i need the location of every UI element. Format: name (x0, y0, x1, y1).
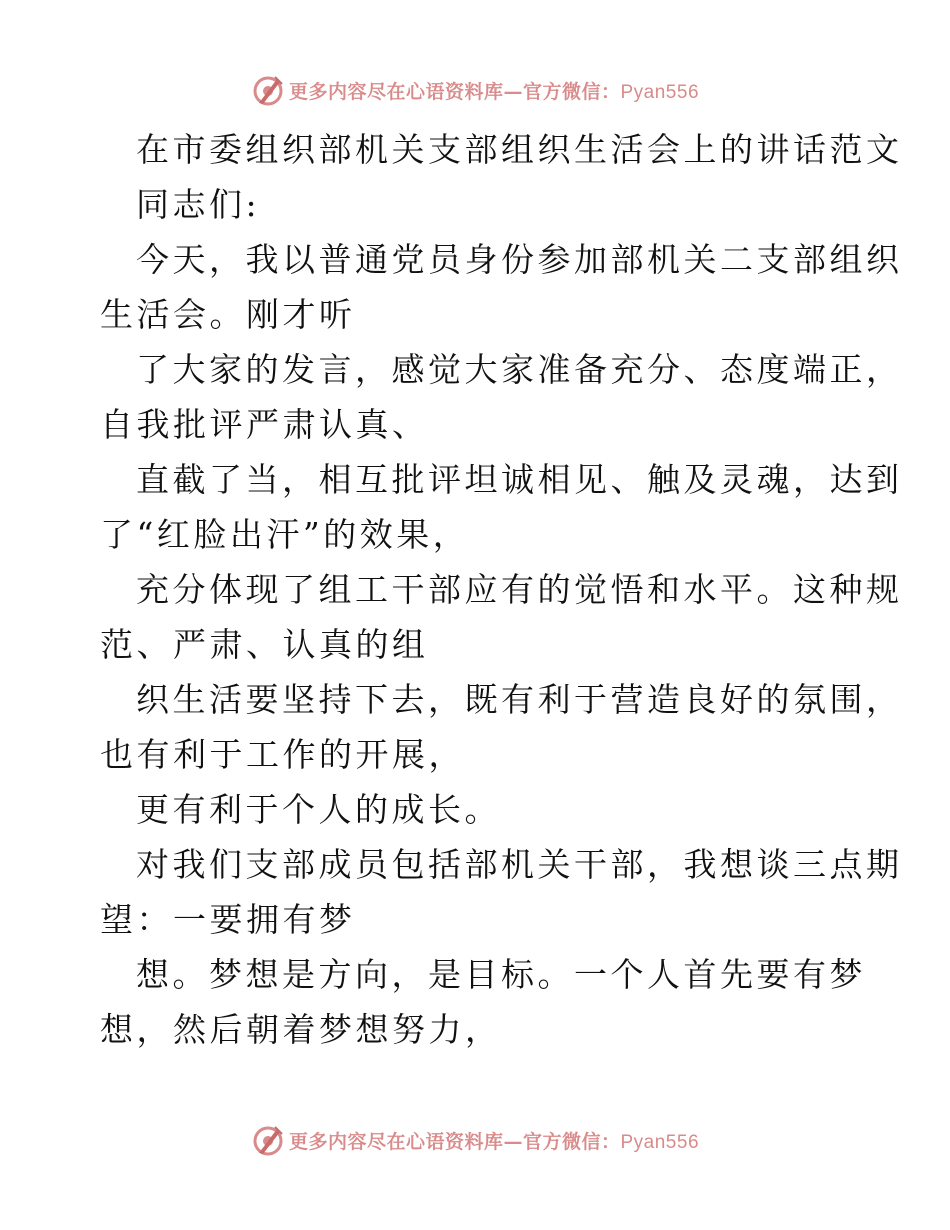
text-line: 今天，我以普通党员身份参加部机关二支部组织 (136, 240, 903, 279)
text-line: 同志们: (136, 185, 261, 224)
watermark-dash: — (503, 80, 523, 103)
text-line: 自我批评严肃认真、 (100, 405, 429, 444)
text-line: 想，然后朝着梦想努力， (100, 1010, 502, 1049)
watermark-label: 官方微信： (522, 80, 621, 103)
watermark-id: Pyan556 (620, 1131, 700, 1153)
text-line: 对我们支部成员包括部机关干部，我想谈三点期 (136, 845, 903, 884)
watermark-dash: — (503, 1130, 523, 1153)
text-line: 生活会。刚才听 (100, 295, 356, 334)
text-line: 范、严肃、认真的组 (100, 625, 429, 664)
watermark-text (289, 1127, 699, 1154)
text-line: 更有利于个人的成长。 (136, 790, 501, 829)
quill-logo-icon (251, 1123, 285, 1157)
quill-logo-icon (251, 73, 285, 107)
footer-watermark (0, 1122, 950, 1158)
watermark-id: Pyan556 (620, 81, 700, 103)
header-watermark (0, 72, 950, 108)
watermark-main: 更多内容尽在心语资料库 (288, 1130, 504, 1153)
text-line: 也有利于工作的开展， (100, 735, 465, 774)
text-line: 了“红脸出汗”的效果， (100, 515, 470, 554)
text-line: 织生活要坚持下去，既有利于营造良好的氛围， (136, 680, 903, 719)
text-line: 充分体现了组工干部应有的觉悟和水平。这种规 (136, 570, 903, 609)
watermark-text (289, 77, 699, 104)
text-line: 想。梦想是方向，是目标。一个人首先要有梦 (136, 955, 866, 994)
text-line: 了大家的发言，感觉大家准备充分、态度端正， (136, 350, 903, 389)
text-line: 望：一要拥有梦 (100, 900, 356, 939)
watermark-label: 官方微信： (522, 1130, 621, 1153)
text-line: 直截了当，相互批评坦诚相见、触及灵魂，达到 (136, 460, 903, 499)
document-body (100, 122, 903, 1057)
text-line: 在市委组织部机关支部组织生活会上的讲话范文 (136, 130, 903, 169)
watermark-main: 更多内容尽在心语资料库 (288, 80, 504, 103)
